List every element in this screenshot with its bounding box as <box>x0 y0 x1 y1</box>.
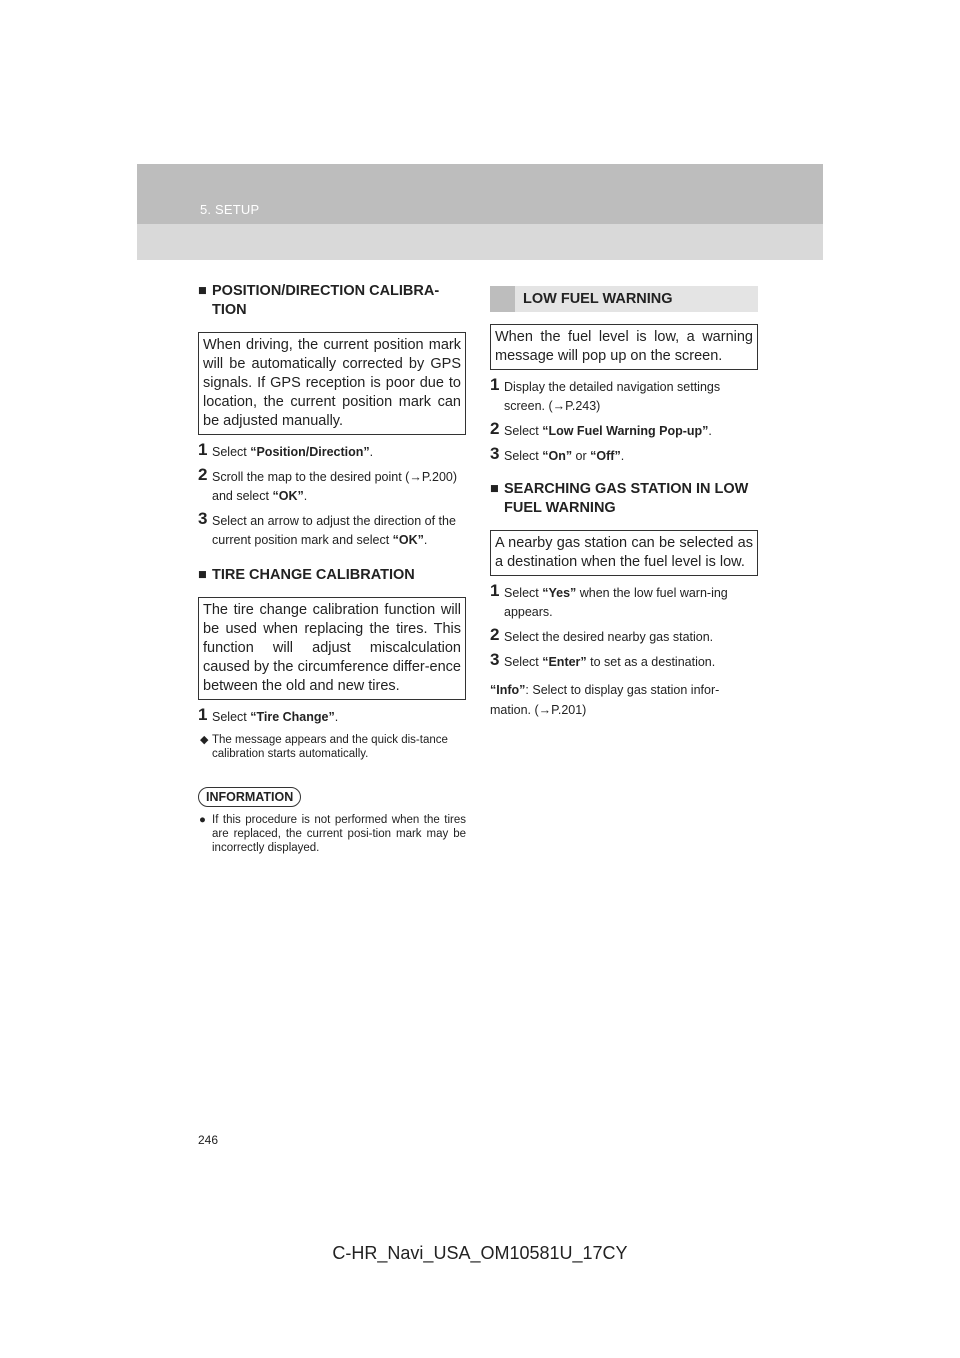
low-fuel-title-bar: LOW FUEL WARNING <box>490 286 758 312</box>
low-step-3: 3 Select “On” or “Off”. <box>490 444 625 463</box>
right-column <box>490 286 758 728</box>
information-item: ● If this procedure is not performed when the tires are replaced, the current posi-tion mark may be incorrectly displayed. <box>199 814 466 854</box>
position-direction-heading: ■ POSITION/DIRECTION CALIBRA-TION <box>198 283 440 318</box>
info-note: “Info”: Select to display gas station infor-mation. (→P.201) <box>490 683 720 717</box>
low-step-1: 1 Display the detailed navigation settings screen. (→P.243) <box>490 375 721 413</box>
square-bullet-icon: ■ <box>490 481 499 497</box>
searching-gas-box: A nearby gas station can be selected as a destination when the fuel level is low. <box>490 530 758 576</box>
information-tag: INFORMATION <box>198 787 301 807</box>
left-column <box>198 282 466 861</box>
low-fuel-box: When the fuel level is low, a warning message will pop up on the screen. <box>490 324 758 370</box>
tire-change-box: The tire change calibration function will be used when replacing the tires. This function will adjust miscalculation caused by the circumference differ-ence between the old and new tires. <box>198 597 466 700</box>
search-step-1: 1 Select “Yes” when the low fuel warn-ing appears. <box>490 581 728 619</box>
page-number: 246 <box>198 1133 219 1147</box>
tire-step-1: 1 Select “Tire Change”. <box>198 705 339 724</box>
document-code: C-HR_Navi_USA_OM10581U_17CY <box>332 1243 628 1263</box>
square-bullet-icon: ■ <box>198 283 207 299</box>
tire-bullet: ◆ The message appears and the quick dis-tance calibration starts automatically. <box>200 734 448 760</box>
searching-gas-heading: ■ SEARCHING GAS STATION IN LOW FUEL WARNING <box>490 481 749 516</box>
tire-change-heading: ■ TIRE CHANGE CALIBRATION <box>198 567 415 583</box>
low-step-2: 2 Select “Low Fuel Warning Pop-up”. <box>490 419 712 438</box>
pos-step-1: 1 Select “Position/Direction”. <box>198 440 374 459</box>
diamond-bullet-icon: ◆ <box>200 734 209 746</box>
search-step-2: 2 Select the desired nearby gas station. <box>490 625 714 644</box>
search-step-3: 3 Select “Enter” to set as a destination. <box>490 650 716 669</box>
square-bullet-icon: ■ <box>198 567 207 583</box>
title-tab <box>490 286 515 312</box>
circle-bullet-icon: ● <box>199 814 206 826</box>
pos-step-3: 3 Select an arrow to adjust the direction of the current position mark and select “OK”. <box>198 509 456 547</box>
position-direction-box: When driving, the current position mark will be automatically corrected by GPS signals. If GPS reception is poor due to location, the current position mark can be adjusted manually. <box>198 332 466 435</box>
pos-step-2: 2 Scroll the map to the desired point (→P.200) and select “OK”. <box>198 465 458 503</box>
chapter-label: 5. SETUP <box>200 202 260 217</box>
